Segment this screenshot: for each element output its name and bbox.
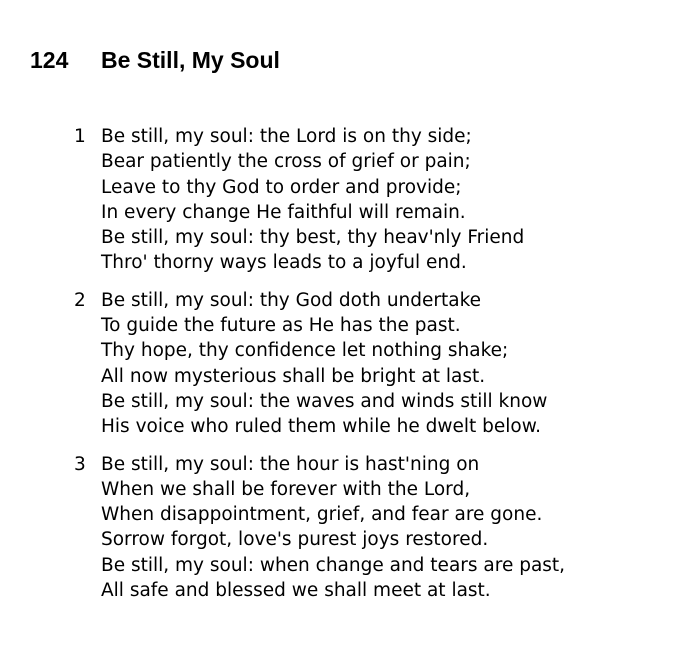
verse-line: Be still, my soul: thy best, thy heav'nly Friend (101, 227, 525, 249)
verse-line: All safe and blessed we shall meet at last. (101, 580, 491, 602)
verse-line: All now mysterious shall be bright at last. (101, 365, 486, 387)
verse-number: 1 (74, 126, 86, 147)
verse-line: Sorrow forgot, love's purest joys restored. (101, 529, 489, 551)
verse-line: In every change He faithful will remain. (101, 201, 466, 223)
verse-line: To guide the future as He has the past. (101, 315, 461, 337)
verse-line: When we shall be forever with the Lord, (101, 478, 471, 500)
verses (74, 124, 674, 615)
verse-line: Be still, my soul: when change and tears are past, (101, 554, 566, 576)
verse-line: Be still, my soul: the Lord is on thy side; (101, 126, 472, 147)
hymn-title: Be Still, My Soul (101, 47, 280, 73)
verse-line: Be still, my soul: thy God doth undertake (101, 289, 482, 311)
verse-line: Be still, my soul: the hour is hast'ning on (101, 453, 480, 475)
hymn-header (30, 44, 280, 76)
verse-lines (101, 452, 565, 604)
verse-line: Thro' thorny ways leads to a joyful end. (101, 252, 467, 274)
verse-number: 3 (74, 453, 86, 475)
verse-line: Thy hope, thy confidence let nothing shake; (101, 340, 509, 362)
verse-lines (101, 124, 524, 276)
verse-2 (74, 288, 674, 440)
verse-line: Leave to thy God to order and provide; (101, 176, 462, 198)
verse-number: 2 (74, 289, 86, 311)
verse-line: His voice who ruled them while he dwelt below. (101, 416, 542, 438)
verse-line: When disappointment, grief, and fear are gone. (101, 504, 543, 526)
verse-line: Be still, my soul: the waves and winds still know (101, 390, 548, 412)
verse-lines (101, 288, 547, 440)
verse-3 (74, 452, 674, 604)
verse-line: Bear patiently the cross of grief or pain; (101, 151, 471, 173)
hymn-number: 124 (30, 47, 69, 73)
verse-1 (74, 124, 674, 276)
